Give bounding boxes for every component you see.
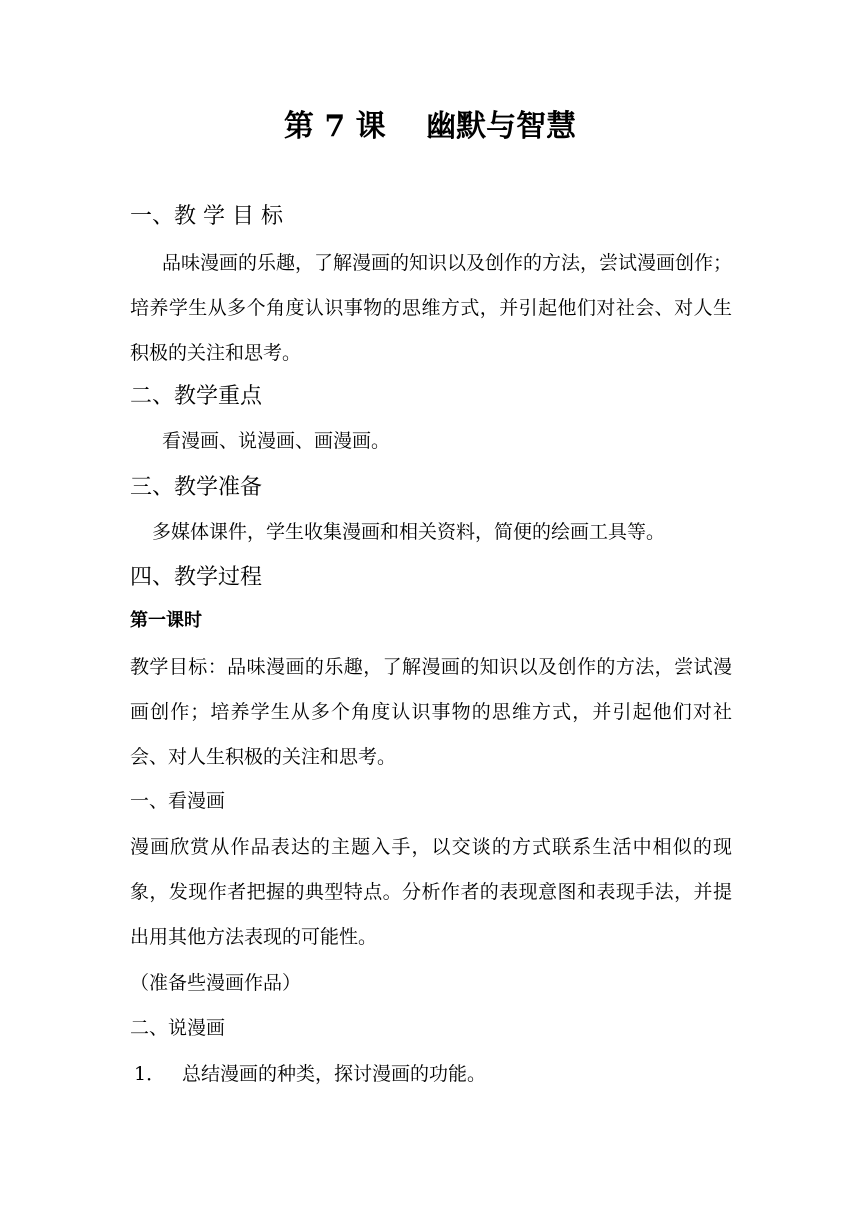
- teaching-focus-text: 看漫画、说漫画、画漫画。: [162, 430, 391, 452]
- list-item-text: 总结漫画的种类，探讨漫画的功能。: [182, 1063, 487, 1085]
- list-item-number: 1．: [134, 1063, 166, 1085]
- heading-teaching-focus: 二、教学重点: [130, 384, 263, 409]
- heading-look-at-comics: 一、看漫画: [130, 790, 226, 812]
- period-objectives-paragraph: 教学目标：品味漫画的乐趣，了解漫画的知识以及创作的方法，尝试漫画创作；培养学生从多个角度认识事物的思维方式，并引起他们对社会、对人生积极的关注和思考。: [130, 656, 732, 768]
- heading-teaching-goals: 一、教 学 目 标: [130, 204, 283, 229]
- first-period-label: 第一课时: [130, 610, 202, 631]
- look-at-comics-paragraph: 漫画欣赏从作品表达的主题入手，以交谈的方式联系生活中相似的现象，发现作者把握的典型特点。分析作者的表现意图和表现手法，并提出用其他方法表现的可能性。: [130, 836, 732, 948]
- heading-teaching-process: 四、教学过程: [130, 565, 263, 590]
- lesson-title: 第 7 课 幽默与智慧: [283, 109, 577, 144]
- heading-teaching-preparation: 三、教学准备: [130, 475, 263, 500]
- heading-talk-about-comics: 二、说漫画: [130, 1017, 226, 1039]
- teaching-goals-paragraph: 品味漫画的乐趣，了解漫画的知识以及创作的方法，尝试漫画创作；培养学生从多个角度认识事物的思维方式，并引起他们对社会、对人生积极的关注和思考。: [130, 252, 733, 364]
- prepare-comics-note: （准备些漫画作品）: [130, 972, 302, 994]
- teaching-preparation-text: 多媒体课件，学生收集漫画和相关资料，简便的绘画工具等。: [152, 521, 666, 543]
